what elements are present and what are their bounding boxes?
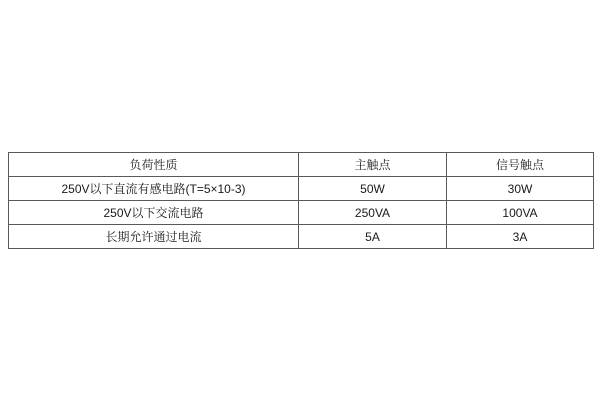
cell-load-nature: 250V以下直流有感电路(T=5×10-3)	[9, 177, 299, 201]
cell-load-nature: 250V以下交流电路	[9, 201, 299, 225]
cell-main-contact-value: 5A	[299, 225, 447, 249]
cell-main-contact-value: 50W	[299, 177, 447, 201]
header-signal-contact: 信号触点	[447, 153, 594, 177]
cell-signal-contact-value: 100VA	[447, 201, 594, 225]
table-row	[9, 225, 594, 249]
table-row	[9, 201, 594, 225]
header-load-nature: 负荷性质	[9, 153, 299, 177]
table-row	[9, 177, 594, 201]
header-main-contact: 主触点	[299, 153, 447, 177]
cell-signal-contact-value: 30W	[447, 177, 594, 201]
cell-signal-contact-value: 3A	[447, 225, 594, 249]
cell-load-nature: 长期允许通过电流	[9, 225, 299, 249]
cell-main-contact-value: 250VA	[299, 201, 447, 225]
table-header-row	[9, 153, 594, 177]
contact-ratings-table	[8, 152, 594, 249]
